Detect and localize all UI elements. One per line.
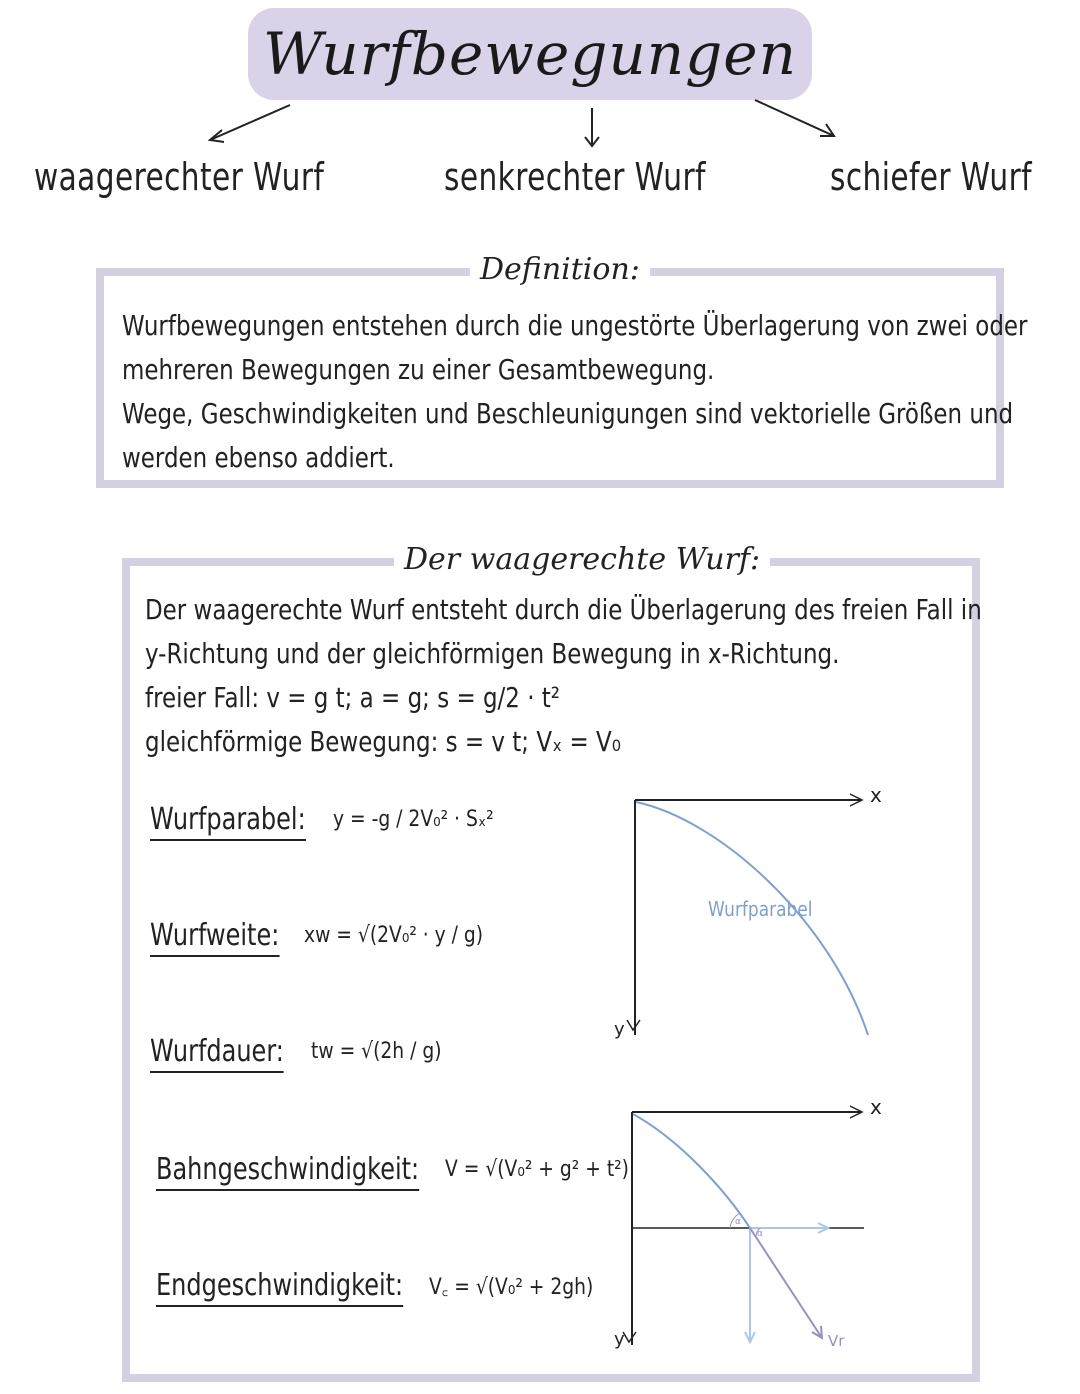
horizontal-throw-heading: Der waagerechte Wurf: xyxy=(394,542,770,577)
graph2-trajectory xyxy=(633,1114,750,1228)
formula-parabola xyxy=(150,802,522,837)
graph2-x-label: x xyxy=(870,1095,882,1119)
formula-path-speed-label: Bahngeschwindigkeit: xyxy=(156,1152,419,1191)
graph2-vr-label: Vr xyxy=(828,1332,845,1350)
formula-duration xyxy=(150,1034,465,1069)
graph2-y-arrow xyxy=(623,1332,636,1342)
definition-line-2: mehreren Bewegungen zu einer Gesamtbewegung. xyxy=(122,353,715,386)
horizontal-line-1: Der waagerechte Wurf entsteht durch die Überlagerung des freien Fall in xyxy=(145,593,982,626)
graph1-y-label: y xyxy=(614,1019,625,1040)
graph1-y-arrow xyxy=(627,1020,640,1030)
formula-final-speed-label: Endgeschwindigkeit: xyxy=(156,1268,403,1307)
branch-vertical-throw: senkrechter Wurf xyxy=(444,155,706,199)
formula-final-speed xyxy=(156,1268,622,1303)
formula-final-speed-expr: V꜀ = √(V₀² + 2gh) xyxy=(428,1274,594,1300)
formula-parabola-expr: y = -g / 2V₀² · Sₓ² xyxy=(332,807,494,832)
formula-path-speed xyxy=(156,1152,661,1187)
formula-duration-label: Wurfdauer: xyxy=(150,1034,284,1073)
graph2-vr-vector xyxy=(750,1228,822,1338)
page-title: Wurfbewegungen xyxy=(263,20,797,88)
formula-duration-expr: tw = √(2h / g) xyxy=(311,1039,442,1064)
graph2-angle-label-2: α xyxy=(757,1229,763,1239)
definition-heading: Definition: xyxy=(470,252,650,287)
branch-oblique-throw: schiefer Wurf xyxy=(830,155,1033,199)
formula-range-expr: xw = √(2V₀² · y / g) xyxy=(303,923,483,948)
formula-parabola-label: Wurfparabel: xyxy=(150,802,306,841)
formula-range-label: Wurfweite: xyxy=(150,918,279,957)
graph2-angle-label-1: α xyxy=(735,1217,741,1227)
parabola-graph xyxy=(600,780,900,1050)
formula-path-speed-expr: V = √(V₀² + g² + t²) xyxy=(444,1157,629,1182)
velocity-graph xyxy=(600,1090,900,1360)
graph2-y-label: y xyxy=(614,1329,625,1350)
definition-line-1: Wurfbewegungen entstehen durch die ungestörte Überlagerung von zwei oder xyxy=(122,309,1028,342)
free-fall-formula: freier Fall: v = g t; a = g; s = g/2 · t² xyxy=(145,681,561,714)
definition-line-3: Wege, Geschwindigkeiten und Beschleunigungen sind vektorielle Größen und xyxy=(122,397,1014,430)
branch-horizontal-throw: waagerechter Wurf xyxy=(34,155,325,199)
horizontal-line-2: y-Richtung und der gleichförmigen Bewegung in x-Richtung. xyxy=(145,637,840,670)
graph1-curve-label: Wurfparabel xyxy=(708,898,813,922)
definition-line-4: werden ebenso addiert. xyxy=(122,441,395,474)
formula-range xyxy=(150,918,514,953)
graph1-x-label: x xyxy=(870,783,882,807)
uniform-motion-formula: gleichförmige Bewegung: s = v t; Vₓ = V₀ xyxy=(145,725,621,758)
